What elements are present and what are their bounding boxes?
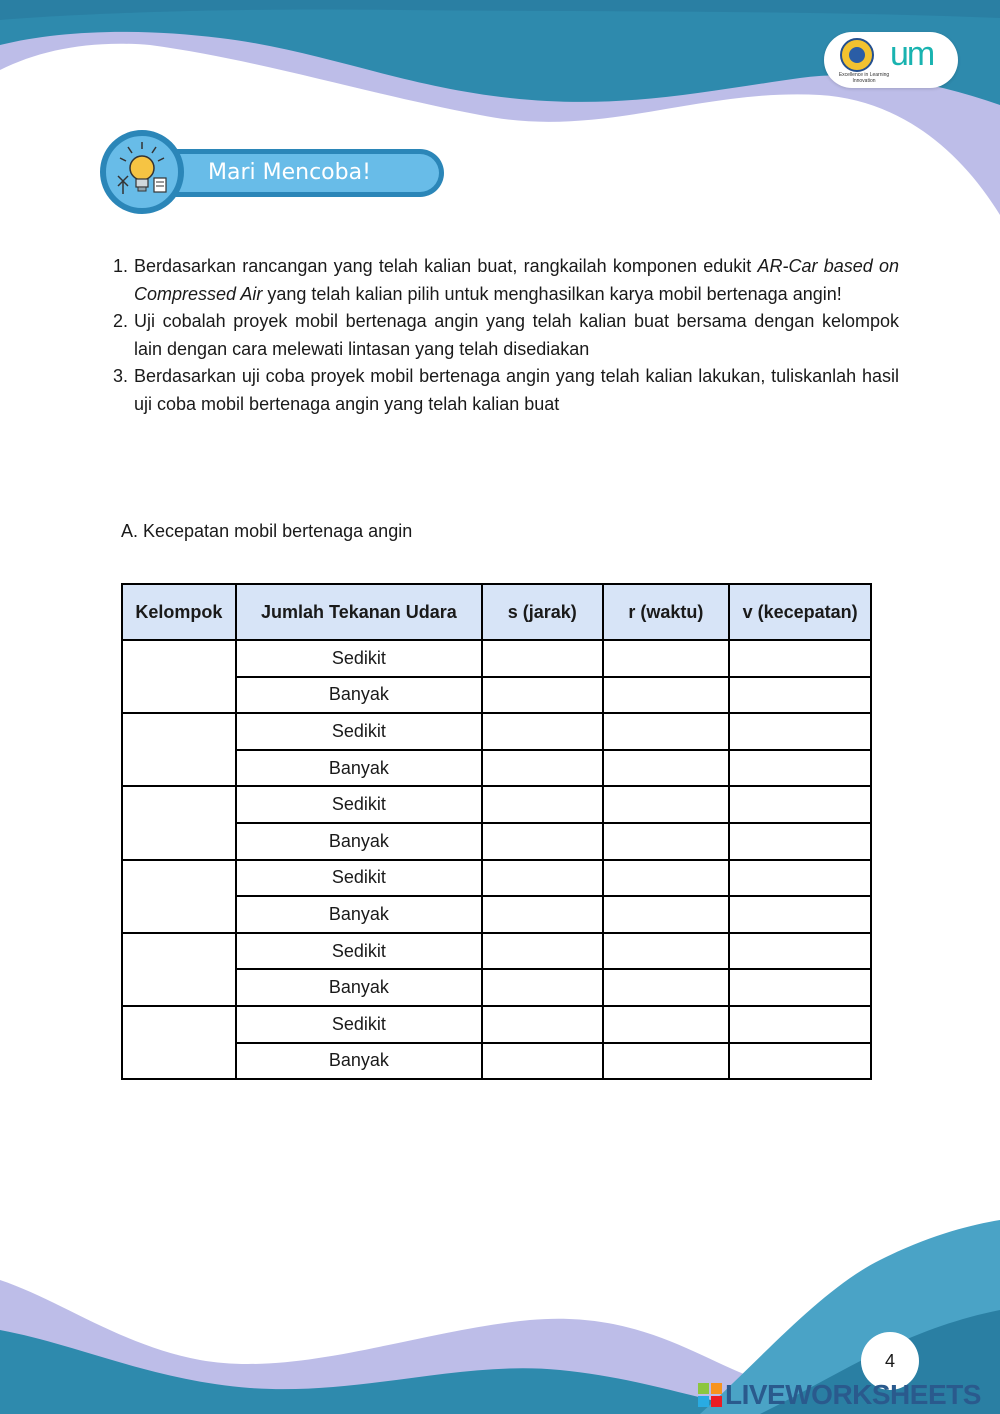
kecepatan-input-cell[interactable] — [729, 860, 871, 897]
waktu-input-cell[interactable] — [603, 677, 730, 714]
kecepatan-input-cell[interactable] — [729, 896, 871, 933]
kecepatan-input-cell[interactable] — [729, 823, 871, 860]
waktu-input-cell[interactable] — [603, 933, 730, 970]
header-kelompok: Kelompok — [122, 584, 236, 640]
jarak-input-cell[interactable] — [482, 750, 603, 787]
pressure-level-cell: Banyak — [236, 969, 482, 1006]
liveworksheets-watermark — [698, 1378, 981, 1412]
kelompok-input-cell[interactable] — [122, 786, 236, 859]
jarak-input-cell[interactable] — [482, 1043, 603, 1080]
instruction-text: Berdasarkan uji coba proyek mobil bertenaga angin yang telah kalian lakukan, tuliskanlah hasil uji coba mobil bertenaga angin yang telah kalian buat — [134, 366, 899, 414]
jarak-input-cell[interactable] — [482, 969, 603, 1006]
kecepatan-input-cell[interactable] — [729, 640, 871, 677]
pressure-level-cell: Banyak — [236, 896, 482, 933]
jarak-input-cell[interactable] — [482, 640, 603, 677]
lightbulb-badge — [100, 130, 184, 214]
instruction-item — [113, 308, 899, 363]
table-row — [122, 933, 871, 970]
waktu-input-cell[interactable] — [603, 969, 730, 1006]
instruction-number: 3. — [113, 366, 129, 386]
kecepatan-input-cell[interactable] — [729, 969, 871, 1006]
waktu-input-cell[interactable] — [603, 640, 730, 677]
jarak-input-cell[interactable] — [482, 677, 603, 714]
jarak-input-cell[interactable] — [482, 823, 603, 860]
table-row — [122, 860, 871, 897]
pressure-level-cell: Sedikit — [236, 786, 482, 823]
banner-title: Mari Mencoba! — [208, 160, 371, 185]
logo-caption: Excellence in Learning Innovation — [838, 72, 890, 84]
kelompok-input-cell[interactable] — [122, 860, 236, 933]
pressure-level-cell: Banyak — [236, 677, 482, 714]
waktu-input-cell[interactable] — [603, 860, 730, 897]
university-logo — [824, 32, 958, 88]
table-row — [122, 786, 871, 823]
jarak-input-cell[interactable] — [482, 933, 603, 970]
header-kecepatan: v (kecepatan) — [729, 584, 871, 640]
jarak-input-cell[interactable] — [482, 896, 603, 933]
table-row — [122, 1006, 871, 1043]
kecepatan-input-cell[interactable] — [729, 933, 871, 970]
waktu-input-cell[interactable] — [603, 823, 730, 860]
section-title: A. Kecepatan mobil bertenaga angin — [121, 521, 413, 541]
kecepatan-input-cell[interactable] — [729, 677, 871, 714]
kecepatan-input-cell[interactable] — [729, 1006, 871, 1043]
instruction-emphasis: AR-Car based on Compressed Air — [134, 256, 899, 304]
instruction-text: Berdasarkan rancangan yang telah kalian buat, rangkailah komponen edukit — [134, 256, 758, 276]
jarak-input-cell[interactable] — [482, 860, 603, 897]
kelompok-input-cell[interactable] — [122, 640, 236, 713]
jarak-input-cell[interactable] — [482, 786, 603, 823]
liveworksheets-logo-icon — [698, 1383, 722, 1407]
instruction-number: 2. — [113, 311, 129, 331]
kelompok-input-cell[interactable] — [122, 713, 236, 786]
instruction-item — [113, 363, 899, 418]
kecepatan-input-cell[interactable] — [729, 713, 871, 750]
kecepatan-input-cell[interactable] — [729, 786, 871, 823]
kecepatan-input-cell[interactable] — [729, 750, 871, 787]
pressure-level-cell: Sedikit — [236, 1006, 482, 1043]
pressure-level-cell: Sedikit — [236, 860, 482, 897]
page-number: 4 — [861, 1332, 919, 1390]
header-jumlah-tekanan-udara: Jumlah Tekanan Udara — [236, 584, 482, 640]
instruction-item — [113, 253, 899, 308]
university-seal-icon — [840, 38, 874, 72]
pressure-level-cell: Banyak — [236, 750, 482, 787]
speed-results-table — [121, 583, 872, 1080]
waktu-input-cell[interactable] — [603, 1043, 730, 1080]
table-body — [122, 640, 871, 1079]
watermark-text: LIVEWORKSHEETS — [725, 1379, 981, 1410]
instruction-text: yang telah kalian pilih untuk menghasilkan karya mobil bertenaga angin! — [262, 283, 842, 304]
kelompok-input-cell[interactable] — [122, 1006, 236, 1079]
pressure-level-cell: Sedikit — [236, 713, 482, 750]
header-jarak: s (jarak) — [482, 584, 603, 640]
waktu-input-cell[interactable] — [603, 786, 730, 823]
kelompok-input-cell[interactable] — [122, 933, 236, 1006]
instruction-text: Uji cobalah proyek mobil bertenaga angin yang telah kalian buat bersama dengan kelompok lain dengan cara melewati lintasan yang telah disediakan — [134, 311, 899, 359]
instruction-list — [113, 253, 899, 418]
header-waktu: r (waktu) — [603, 584, 730, 640]
um-brand-mark: um — [890, 35, 934, 73]
pressure-level-cell: Banyak — [236, 1043, 482, 1080]
pressure-level-cell: Sedikit — [236, 640, 482, 677]
lightbulb-icon — [106, 136, 178, 208]
waktu-input-cell[interactable] — [603, 750, 730, 787]
table-row — [122, 640, 871, 677]
waktu-input-cell[interactable] — [603, 896, 730, 933]
table-header-row — [122, 584, 871, 640]
instruction-number: 1. — [113, 256, 129, 276]
kecepatan-input-cell[interactable] — [729, 1043, 871, 1080]
table-row — [122, 713, 871, 750]
jarak-input-cell[interactable] — [482, 1006, 603, 1043]
pressure-level-cell: Banyak — [236, 823, 482, 860]
jarak-input-cell[interactable] — [482, 713, 603, 750]
waktu-input-cell[interactable] — [603, 1006, 730, 1043]
pressure-level-cell: Sedikit — [236, 933, 482, 970]
waktu-input-cell[interactable] — [603, 713, 730, 750]
